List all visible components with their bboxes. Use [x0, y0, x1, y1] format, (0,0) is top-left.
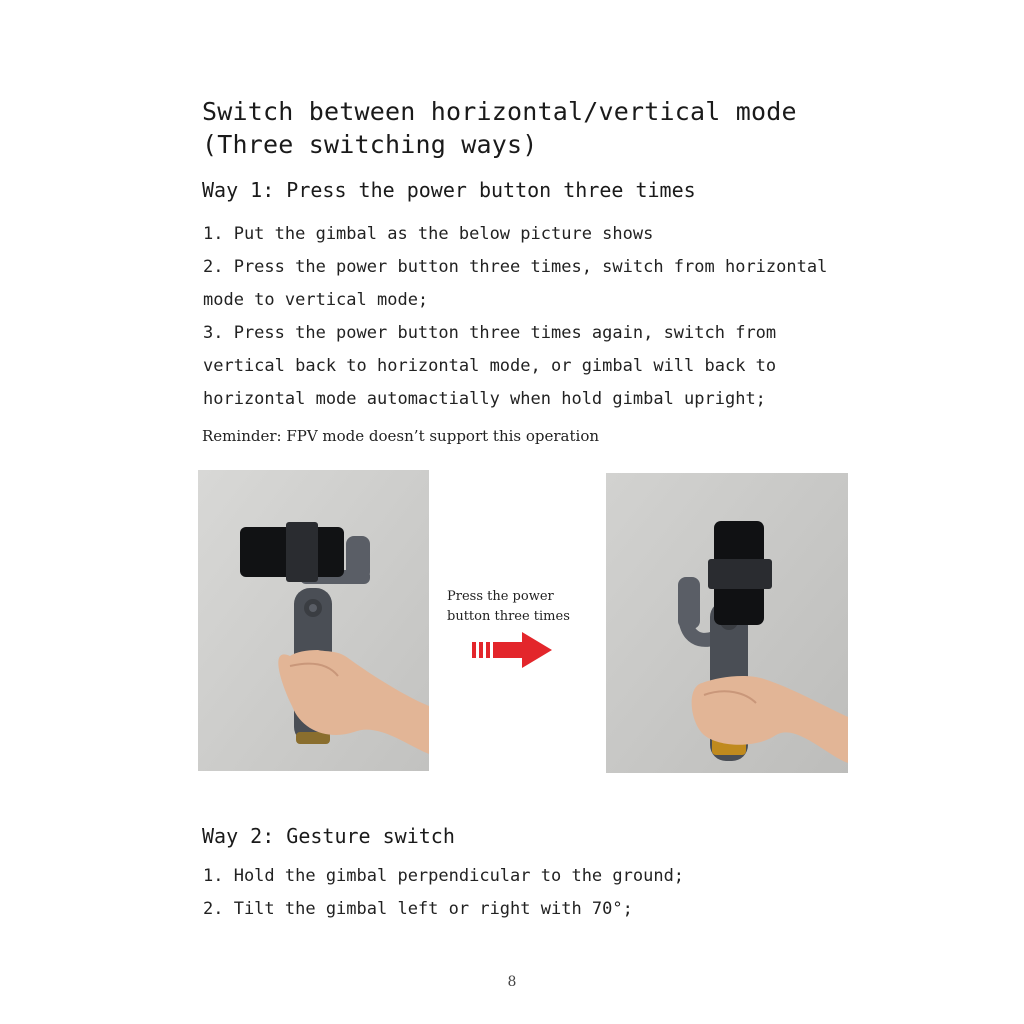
red-arrow-icon — [470, 630, 554, 670]
way1-heading: Way 1: Press the power button three times — [202, 178, 696, 202]
arrow-caption — [447, 587, 570, 627]
way2-line-2: 2. Tilt the gimbal left or right with 70°; — [203, 899, 633, 919]
gimbal-horizontal-photo — [198, 470, 429, 771]
page-title-line-1: Switch between horizontal/vertical mode — [202, 97, 797, 126]
way1-line-1: 1. Put the gimbal as the below picture shows — [203, 224, 654, 244]
way1-line-3: mode to vertical mode; — [203, 290, 429, 310]
page-title-line-2: (Three switching ways) — [202, 130, 538, 159]
way2-heading: Way 2: Gesture switch — [202, 824, 455, 848]
way1-reminder: Reminder: FPV mode doesn’t support this operation — [202, 427, 600, 445]
way1-line-6: horizontal mode automactially when hold gimbal upright; — [203, 389, 766, 409]
page-number: 8 — [507, 974, 517, 990]
way2-line-1: 1. Hold the gimbal perpendicular to the ground; — [203, 866, 685, 886]
way1-line-5: vertical back to horizontal mode, or gimbal will back to — [203, 356, 777, 376]
way1-line-4: 3. Press the power button three times again, switch from — [203, 323, 777, 343]
gimbal-vertical-photo — [606, 473, 848, 773]
way1-line-2: 2. Press the power button three times, switch from horizontal — [203, 257, 828, 277]
arrow-caption-line-1: Press the power — [447, 589, 554, 604]
arrow-caption-line-2: button three times — [447, 609, 570, 624]
